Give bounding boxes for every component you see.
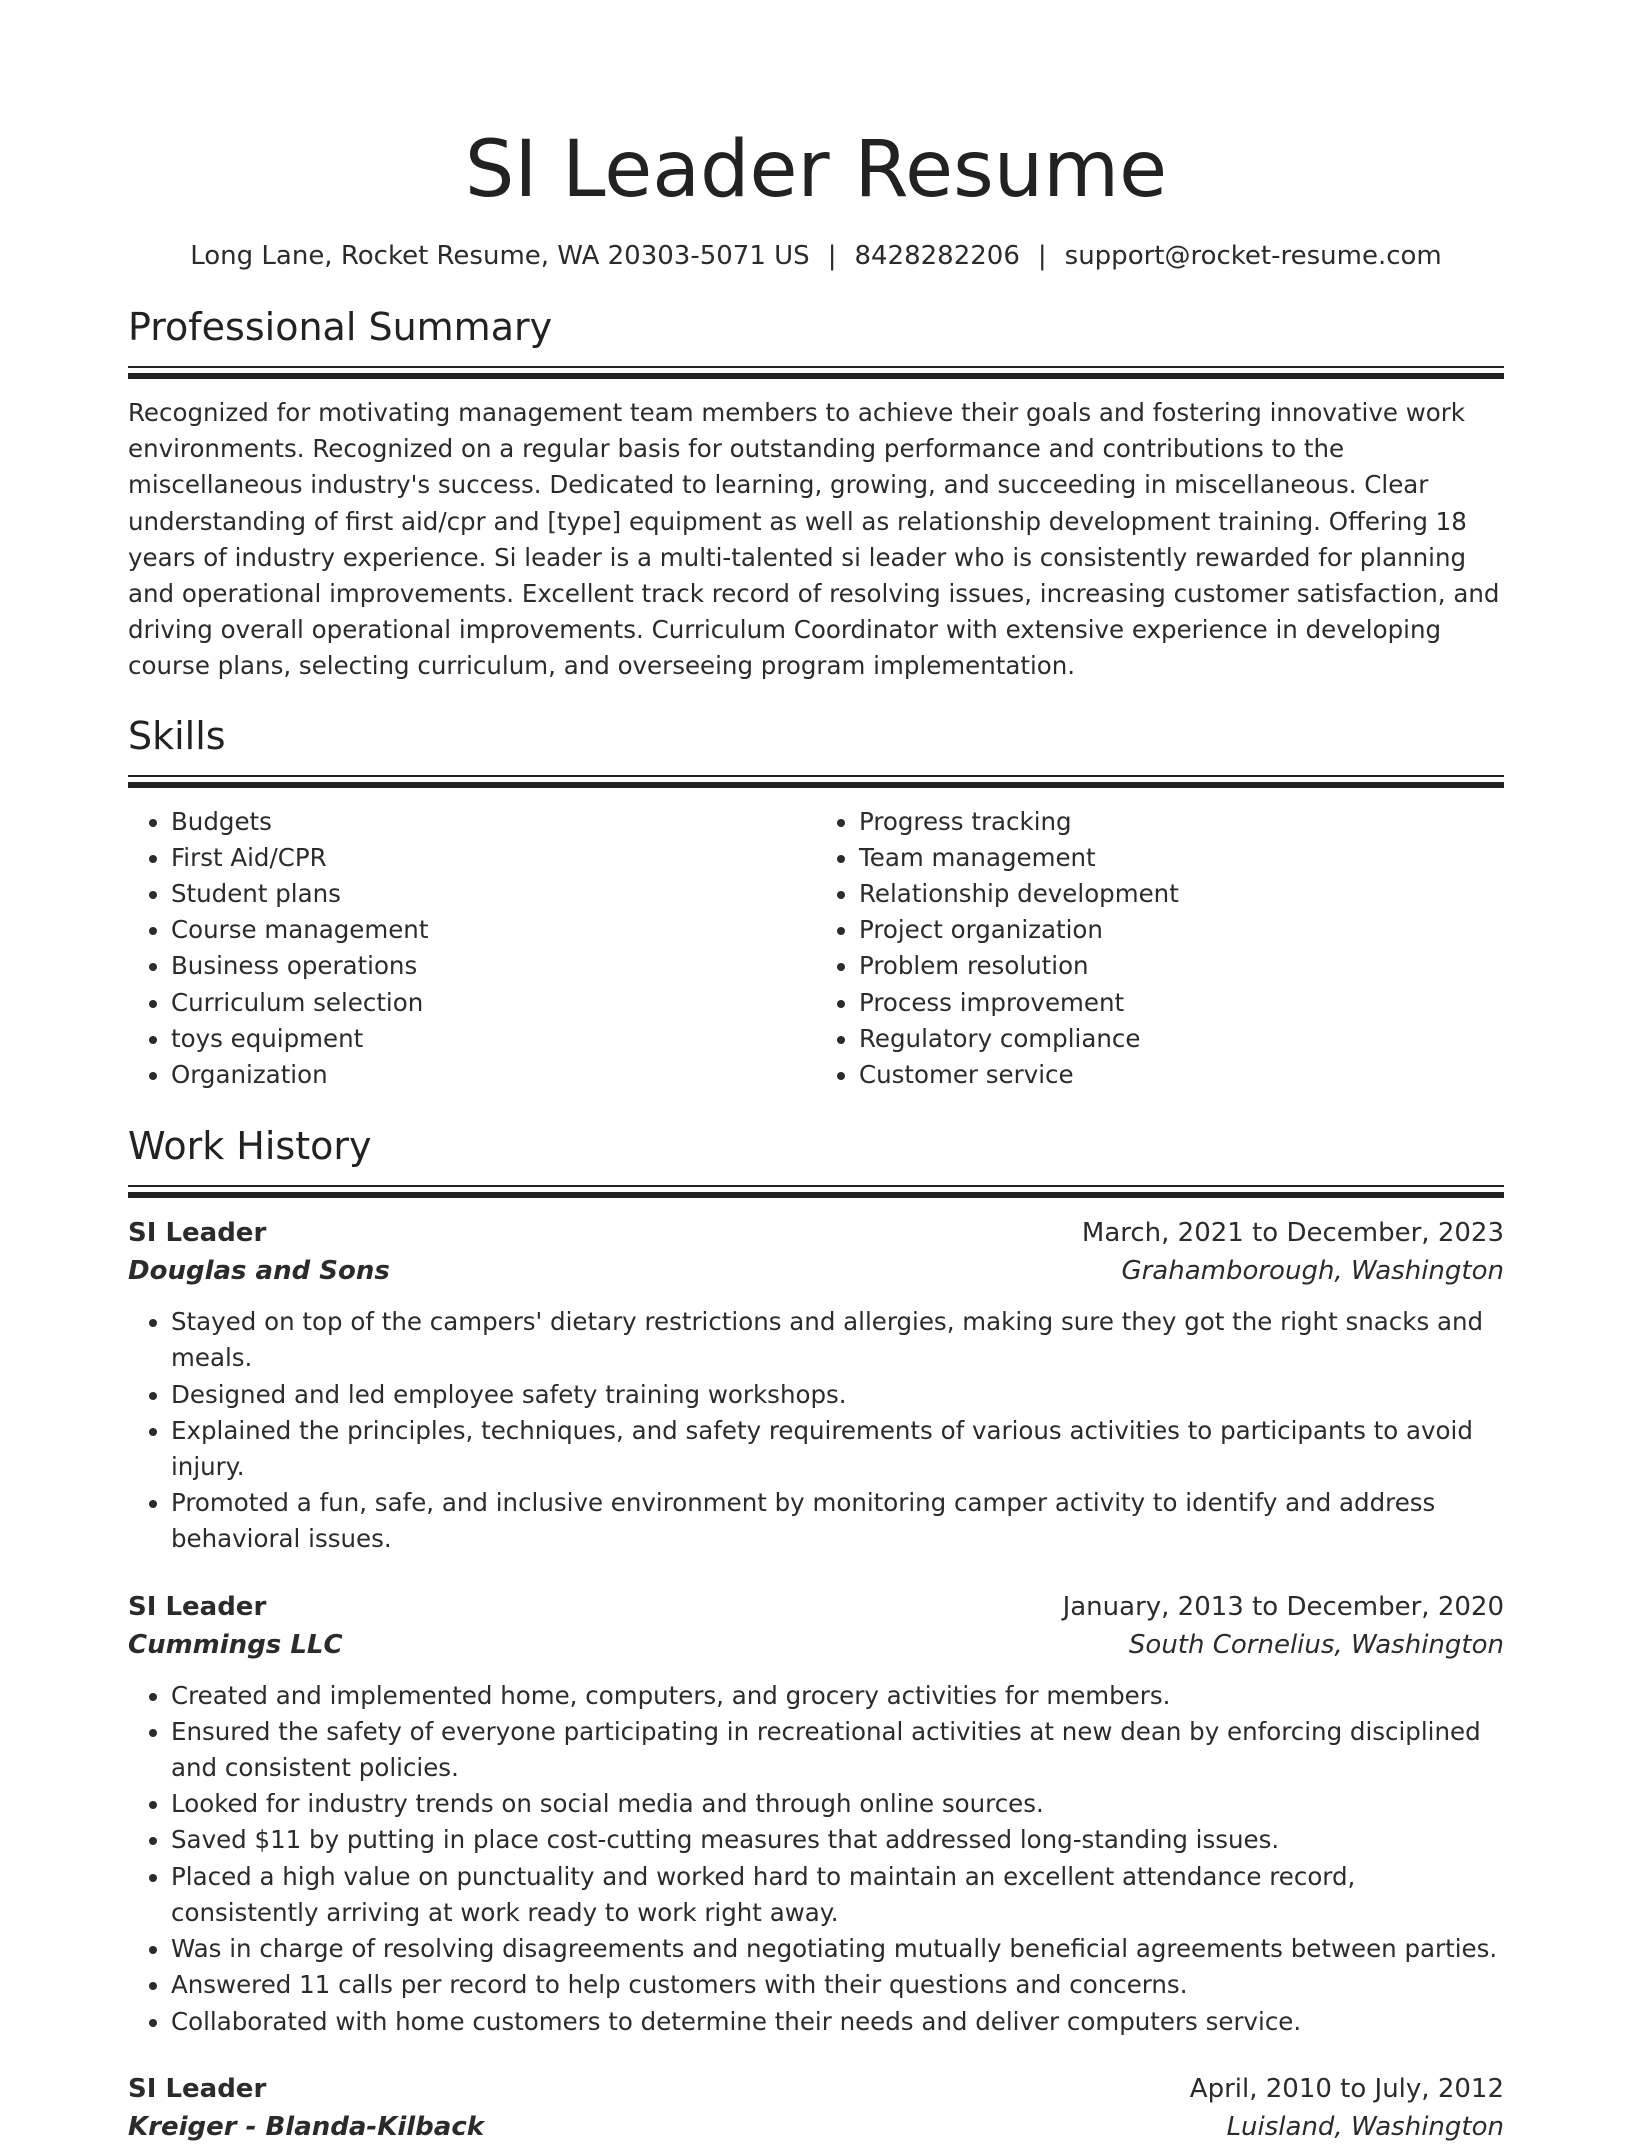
job-company-row [128, 2108, 1504, 2146]
skill-item: • First Aid/CPR [171, 840, 816, 876]
skill-item: • Student plans [171, 876, 816, 912]
job-entry [128, 2070, 1504, 2146]
skill-item: • Customer service [859, 1057, 1504, 1093]
job-company: Cummings LLC [128, 1629, 343, 1660]
section-divider-thin [128, 366, 1504, 368]
job-bullet: • Stayed on top of the campers' dietary restrictions and allergies, making sure they got the right snacks and meals. [171, 1304, 1504, 1376]
resume-title: SI Leader Resume [464, 125, 1168, 215]
job-company: Douglas and Sons [128, 1256, 390, 1287]
contact-separator: | [1037, 241, 1047, 271]
job-bullet: • Placed a high value on punctuality and worked hard to maintain an excellent attendance record, consistently arriving at work ready to work right away. [171, 1859, 1504, 1931]
job-bullet: • Collaborated with home customers to determine their needs and deliver computers service. [171, 2004, 1504, 2040]
skill-item: • Problem resolution [859, 948, 1504, 984]
job-company-row [128, 1626, 1504, 1664]
job-bullet: • Designed and led employee safety training workshops. [171, 1377, 1504, 1413]
skill-item: • Regulatory compliance [859, 1021, 1504, 1057]
contact-separator: | [827, 241, 837, 271]
summary-section [128, 302, 1504, 685]
job-title: SI Leader [128, 2073, 267, 2104]
section-title-summary: Professional Summary [128, 305, 553, 349]
job-location: South Cornelius, Washington [1128, 1629, 1504, 1660]
job-header-row [128, 2070, 1504, 2108]
contact-line [128, 238, 1504, 274]
job-bullets [128, 1304, 1504, 1557]
skill-item: • toys equipment [171, 1021, 816, 1057]
skill-item: • Budgets [171, 804, 816, 840]
job-bullet: • Explained the principles, techniques, and safety requirements of various activities to participants to avoid injury. [171, 1413, 1504, 1485]
section-title-work-history: Work History [128, 1124, 372, 1169]
contact-phone: 8428282206 [854, 241, 1020, 271]
job-bullet: • Looked for industry trends on social media and through online sources. [171, 1786, 1504, 1822]
skill-item: • Project organization [859, 912, 1504, 948]
job-bullet: • Ensured the safety of everyone participating in recreational activities at new dean by enforcing disciplined and consistent policies. [171, 1714, 1504, 1786]
job-title: SI Leader [128, 1218, 267, 1249]
job-header-row [128, 1588, 1504, 1626]
section-divider-thick [128, 373, 1504, 379]
section-divider-thin [128, 775, 1504, 777]
skill-item: • Organization [171, 1057, 816, 1093]
job-entry [128, 1214, 1504, 1557]
job-bullet: • Created and implemented home, computers, and grocery activities for members. [171, 1678, 1504, 1714]
skill-item: • Process improvement [859, 985, 1504, 1021]
skills-list-right [816, 804, 1504, 1094]
skill-item: • Curriculum selection [171, 985, 816, 1021]
job-header-row [128, 1214, 1504, 1252]
skill-item: • Relationship development [859, 876, 1504, 912]
job-company: Kreiger - Blanda-Kilback [128, 2111, 485, 2142]
job-dates: April, 2010 to July, 2012 [1189, 2073, 1504, 2104]
section-divider-thick [128, 1192, 1504, 1198]
job-location: Luisland, Washington [1226, 2111, 1504, 2142]
skills-section [128, 711, 1504, 1094]
skills-columns [128, 804, 1504, 1094]
contact-email: support@rocket-resume.com [1064, 241, 1442, 271]
contact-address: Long Lane, Rocket Resume, WA 20303-5071 US [190, 241, 810, 271]
skill-item: • Course management [171, 912, 816, 948]
job-entry [128, 1588, 1504, 2040]
section-title-skills: Skills [128, 713, 226, 758]
skill-item: • Progress tracking [859, 804, 1504, 840]
work-history-section [128, 1121, 1504, 2145]
summary-text: Recognized for motivating management team members to achieve their goals and fostering innovative work environments. Recognized on a regular basis for outstanding performance and contributions to the miscellaneous industry's success. Dedicated to learning, growing, and succeeding in miscellaneous. Clear understanding of first aid/cpr and [type] equipment as well as relationship development training. Offering 18 years of industry experience. Si leader is a multi-talented si leader who is consistently rewarded for planning and operational improvements. Excellent track record of resolving issues, increasing customer satisfaction, and driving overall operational improvements. Curriculum Coordinator with extensive experience in developing course plans, selecting curriculum, and overseeing program implementation. [128, 398, 1500, 681]
job-bullet: • Promoted a fun, safe, and inclusive environment by monitoring camper activity to identify and address behavioral issues. [171, 1485, 1504, 1557]
job-dates: January, 2013 to December, 2020 [1062, 1591, 1504, 1622]
job-bullets [128, 1678, 1504, 2040]
job-company-row [128, 1252, 1504, 1290]
section-divider-thick [128, 782, 1504, 788]
job-bullet: • Was in charge of resolving disagreements and negotiating mutually beneficial agreements between parties. [171, 1931, 1504, 1967]
job-title: SI Leader [128, 1591, 267, 1622]
skill-item: • Business operations [171, 948, 816, 984]
job-location: Grahamborough, Washington [1121, 1256, 1504, 1287]
skills-list-left [128, 804, 816, 1094]
job-bullet: • Saved $11 by putting in place cost-cutting measures that addressed long-standing issues. [171, 1822, 1504, 1858]
job-bullet: • Answered 11 calls per record to help customers with their questions and concerns. [171, 1967, 1504, 2003]
skill-item: • Team management [859, 840, 1504, 876]
section-divider-thin [128, 1185, 1504, 1187]
job-dates: March, 2021 to December, 2023 [1081, 1218, 1504, 1249]
